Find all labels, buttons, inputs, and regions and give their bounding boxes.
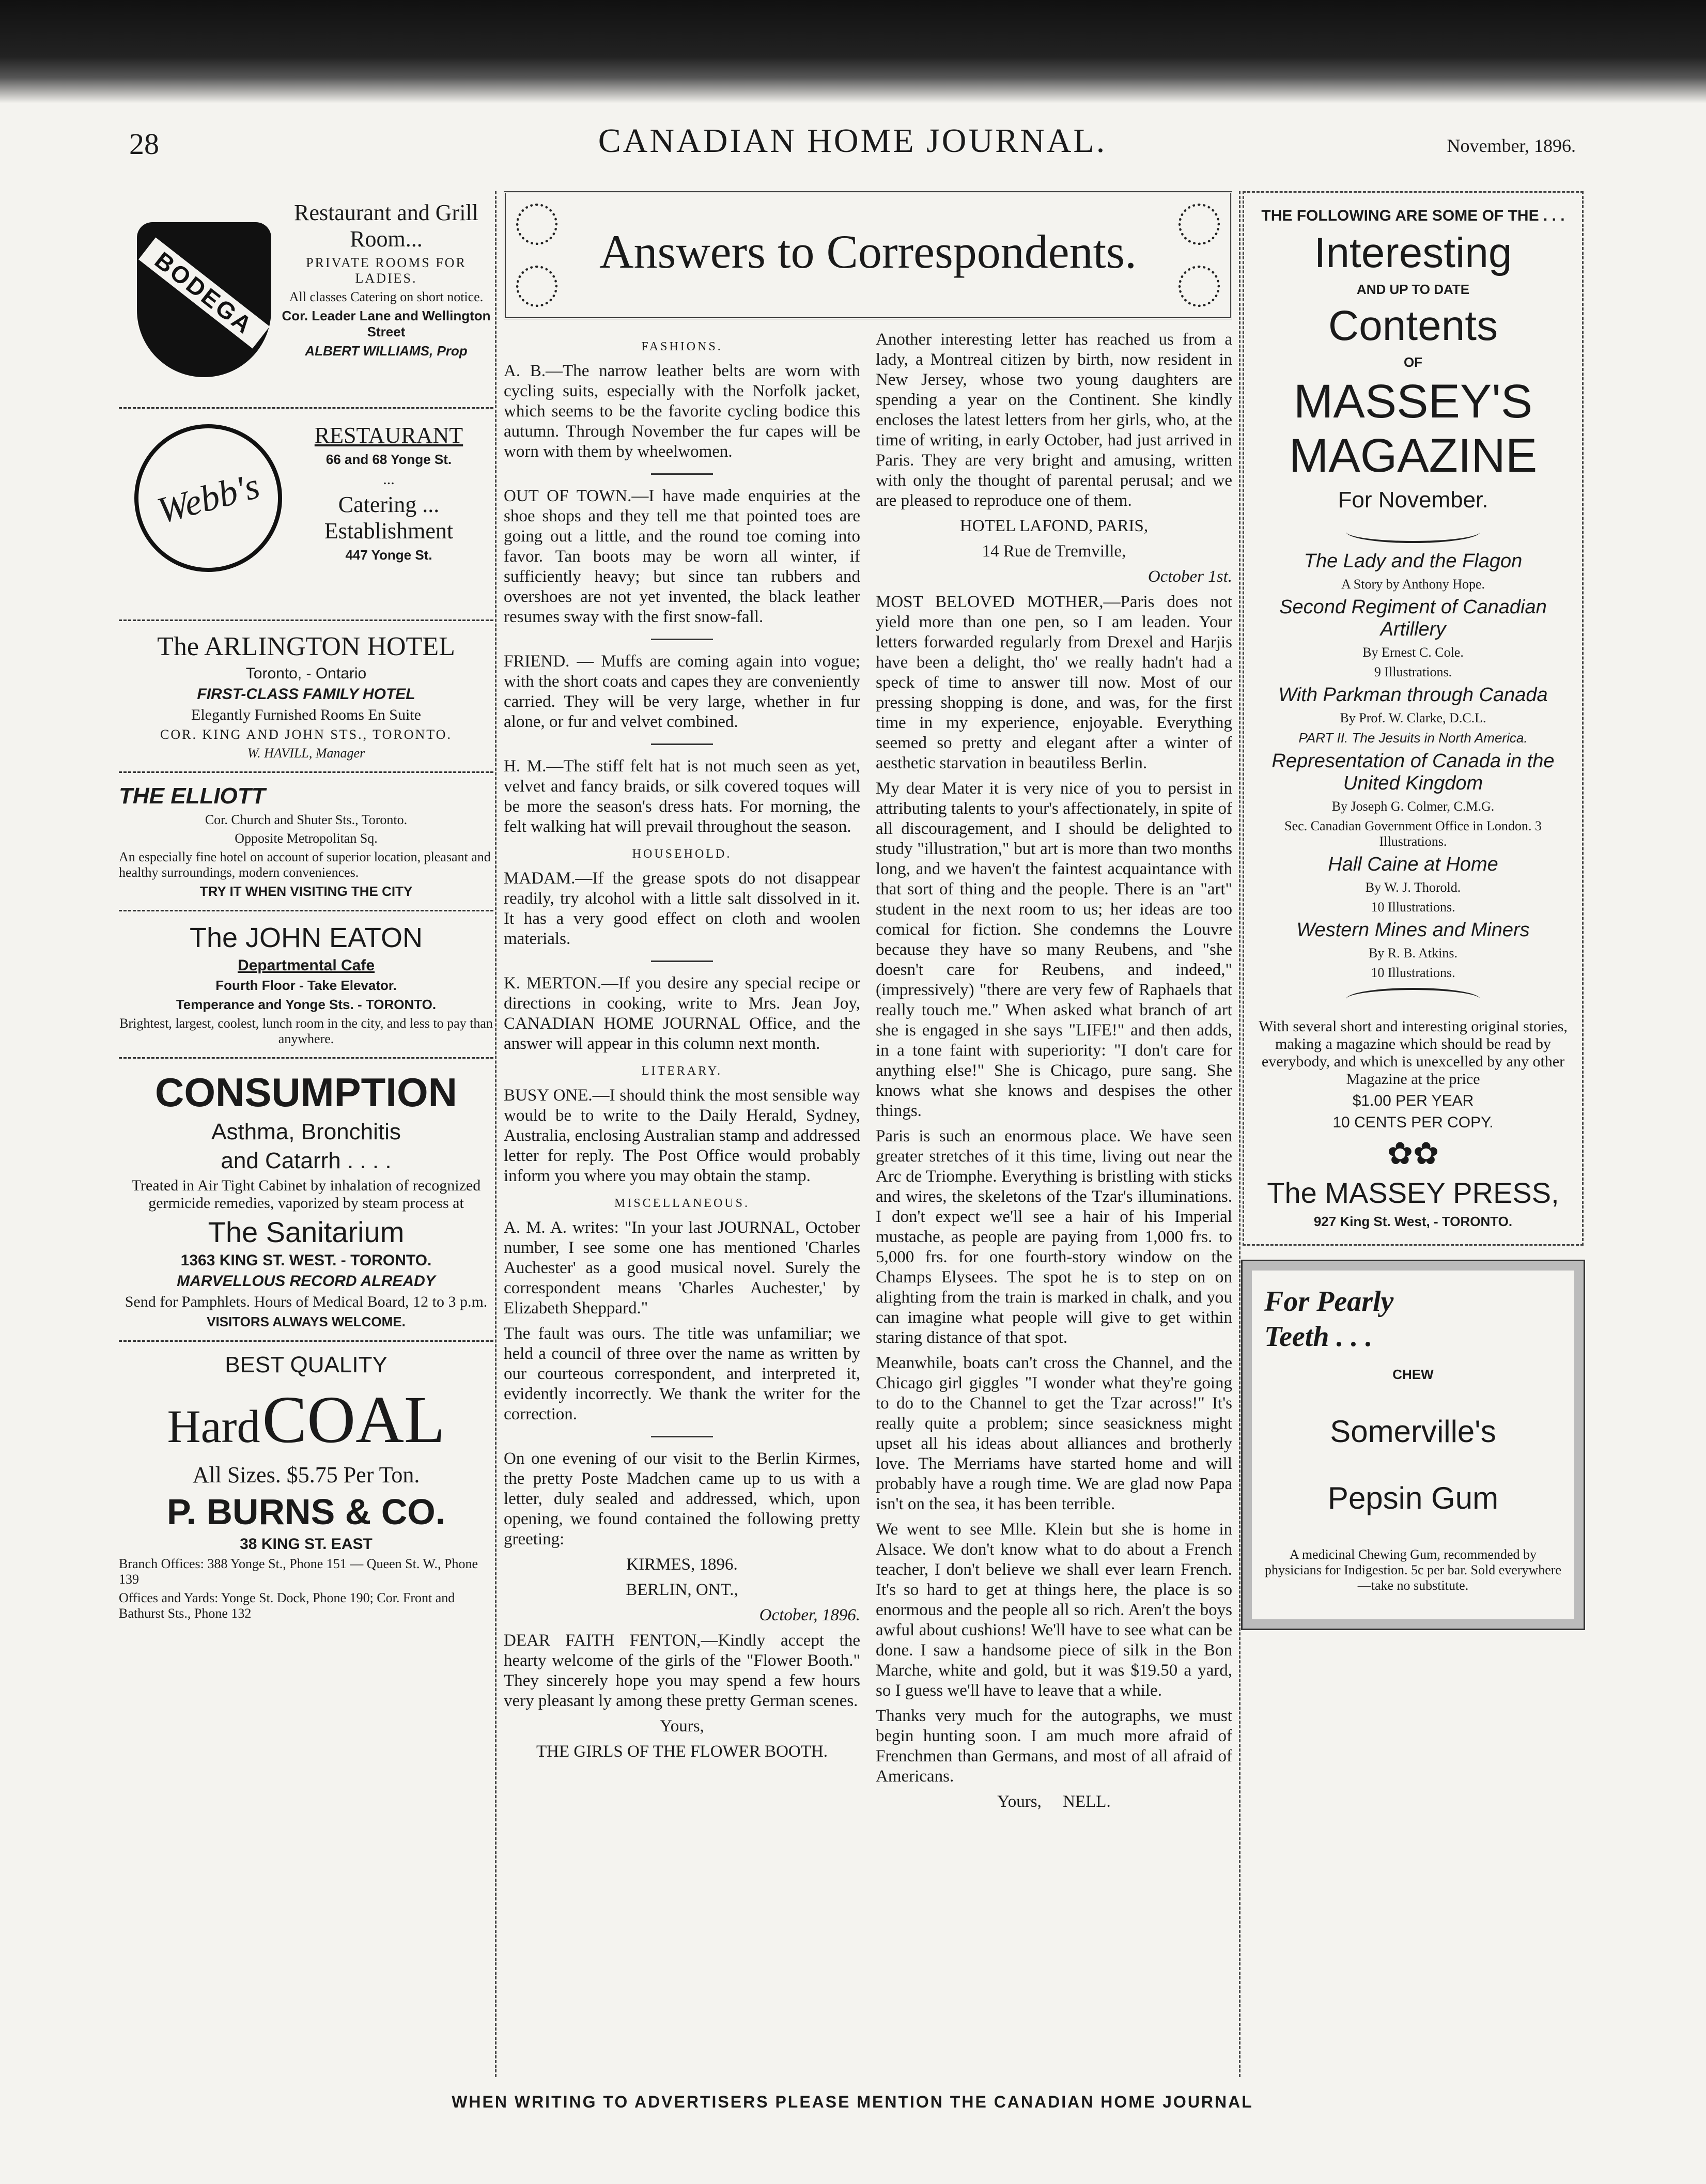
arlington-line4: W. HAVILL, Manager: [247, 746, 365, 761]
page-footer: WHEN WRITING TO ADVERTISERS PLEASE MENTION THE CANADIAN HOME JOURNAL: [452, 2093, 1253, 2111]
arlington-ad: [119, 621, 493, 773]
elliott-line1: Cor. Church and Shuter Sts., Toronto.: [205, 812, 408, 827]
pearly-product1: Somerville's: [1330, 1414, 1496, 1449]
elliott-line4: TRY IT WHEN VISITING THE CITY: [199, 884, 413, 899]
eaton-line3: Brightest, largest, coolest, lunch room in the city, and less to pay than anywhere.: [119, 1016, 493, 1046]
sanitarium-title: The Sanitarium: [208, 1216, 405, 1248]
literary-heading: LITERARY.: [641, 1064, 723, 1078]
consumption-title: CONSUMPTION: [155, 1070, 457, 1115]
pearly-product2: Pepsin Gum: [1327, 1481, 1499, 1515]
massey-item-author: By R. B. Atkins.: [1369, 946, 1457, 961]
column-divider: [1239, 191, 1240, 2077]
bodega-badge: BODEGA: [138, 238, 270, 349]
consumption-ad: [119, 1059, 493, 1342]
webbs-ad: [119, 409, 493, 621]
page-number: 28: [129, 127, 159, 161]
answers-title: Answers to Correspondents.: [599, 225, 1137, 278]
answer-paragraph: FRIEND. — Muffs are coming again into vogue; with the short coats and capes they are conveniently carried. They will be very large, whether in fur alone, or fur and velvet combined.: [504, 652, 860, 731]
eaton-line1: Fourth Floor - Take Elevator.: [215, 978, 397, 993]
bodega-line2: All classes Catering on short notice.: [289, 289, 484, 304]
arlington-city: Toronto, - Ontario: [245, 665, 367, 682]
eaton-subtitle: Departmental Cafe: [237, 957, 375, 974]
answer-paragraph: On one evening of our visit to the Berlin Kirmes, the pretty Poste Madchen came up to us with a letter, duly sealed and addressed, which, upon opening, we found contained the following pretty greeting:: [504, 1449, 860, 1548]
answer-paragraph: K. MERTON.—If you desire any special recipe or directions in cooking, write to Mrs. Jean Joy, CANADIAN HOME JOURNAL Office, and the answer will appear in this column next month.: [504, 974, 860, 1053]
massey-item-title: With Parkman through Canada: [1278, 684, 1548, 706]
eaton-ad: [119, 911, 493, 1059]
answers-left-text: [504, 330, 860, 1817]
bodega-shield-icon: [137, 222, 271, 377]
webbs-logo-text: Webb's: [152, 464, 264, 532]
massey-interesting: Interesting: [1314, 229, 1512, 276]
massey-item-title: The Lady and the Flagon: [1304, 550, 1523, 572]
pearly-line2: Teeth . . .: [1264, 1321, 1373, 1353]
massey-address: 927 King St. West, - TORONTO.: [1313, 1214, 1513, 1229]
answer-paragraph: BUSY ONE.—I should think the most sensible way would be to write to the Daily Herald, Sydney, Australia, enclosing Australian stamp and addressed letter for reply. The Post Office would probably inform you where you may obtain the stamp.: [504, 1086, 860, 1185]
massey-item-author: By Ernest C. Cole.: [1362, 645, 1464, 660]
massey-item-note: 10 Illustrations.: [1371, 900, 1455, 915]
answer-paragraph: H. M.—The stiff felt hat is not much seen as yet, velvet and fancy braids, or silk covered toques will be more the season's dress hats. For morning, the felt walking hat will prevail throughout the season.: [504, 757, 860, 836]
elliott-title: THE ELLIOTT: [119, 783, 266, 809]
answer-paragraph: MADAM.—If the grease spots do not disappear readily, try alcohol with a little salt dissolved in it. It has a very good effect on cloth and woolen materials.: [504, 869, 860, 948]
coal-hard: Hard: [167, 1401, 260, 1452]
nell-signature: NELL.: [1063, 1792, 1111, 1811]
answers-right-text: [876, 330, 1232, 1817]
clover-ornament-icon: ✿✿: [1387, 1137, 1439, 1171]
massey-month: For November.: [1338, 487, 1488, 513]
consumption-line3: Treated in Air Tight Cabinet by inhalation of recognized germicide remedies, vaporized by steam process at: [131, 1177, 481, 1212]
consumption-line2: and Catarrh . . . .: [221, 1148, 392, 1173]
massey-item-author: By W. J. Thorold.: [1365, 880, 1461, 895]
pearly-chew: CHEW: [1392, 1367, 1434, 1382]
massey-ad: [1243, 191, 1584, 1246]
massey-item-title: Second Regiment of Canadian Artillery: [1279, 596, 1547, 640]
letter-paragraph: We went to see Mlle. Klein but she is home in Alsace. We don't know what to do about a French teacher, I don't believe we shall ever learn French. It's so hard to get at things here, the place is so enormous and the people all so rich. Aren't the boys awful about cushions! We'll have to see what can be done. I saw a handsome piece of silk in the Bon Marche, white and gold, but it was $19.50 a yard, so I guess we'll have to leave that a while.: [876, 1520, 1232, 1700]
massey-price2: 10 CENTS PER COPY.: [1332, 1114, 1494, 1131]
bodega-line4: ALBERT WILLIAMS, Prop: [305, 343, 468, 359]
arlington-title: The ARLINGTON HOTEL: [157, 632, 455, 661]
sanitarium-address: 1363 KING ST. WEST. - TORONTO.: [180, 1252, 432, 1269]
elliott-line2: Opposite Metropolitan Sq.: [235, 831, 378, 846]
letter-paragraph: Another interesting letter has reached us from a lady, a Montreal citizen by birth, now resident in New Jersey, whose two young daughters are spending a year on the Continent. She kindly encloses the latest letters from her girls, who, at the time of writing, in early October, had just arrived in Paris. They are very bright and amusing, written with only the thought of parental perusal; and we are pleased to reproduce one of them.: [876, 330, 1232, 510]
sanitarium-visitors: VISITORS ALWAYS WELCOME.: [207, 1314, 406, 1329]
webbs-dots: ...: [383, 471, 395, 488]
massey-item: [1255, 596, 1571, 680]
webbs-catering: Catering ... Establishment: [324, 492, 454, 544]
sanitarium-record: MARVELLOUS RECORD ALREADY: [177, 1273, 436, 1290]
answers-column: [499, 191, 1237, 2077]
bodega-title: Restaurant and Grill Room...: [294, 200, 478, 252]
webbs-logo: [134, 424, 282, 572]
massey-item: [1255, 854, 1571, 915]
column-divider: [495, 191, 497, 2077]
pearly-desc: A medicinal Chewing Gum, recommended by physicians for Indigestion. 5c per bar. Sold everywhere—take no substitute.: [1264, 1547, 1561, 1593]
coal-ad: [119, 1342, 493, 1632]
sanitarium-hours: Send for Pamphlets. Hours of Medical Board, 12 to 3 p.m.: [125, 1293, 488, 1310]
massey-item-title: Representation of Canada in the United Kingdom: [1271, 750, 1555, 794]
eaton-line2: Temperance and Yonge Sts. - TORONTO.: [176, 997, 437, 1012]
massey-item-note: Sec. Canadian Government Office in London. 3 Illustrations.: [1284, 818, 1542, 849]
coal-price: All Sizes. $5.75 Per Ton.: [192, 1462, 420, 1488]
massey-item: [1255, 684, 1571, 746]
bodega-line1: PRIVATE ROOMS FOR LADIES.: [306, 255, 467, 286]
elliott-line3: An especially fine hotel on account of superior location, pleasant and healthy surroundings, modern conveniences.: [119, 849, 491, 880]
arlington-line1: FIRST-CLASS FAMILY HOTEL: [197, 686, 415, 703]
massey-item-author: By Prof. W. Clarke, D.C.L.: [1340, 710, 1486, 725]
letter-paragraph: Meanwhile, boats can't cross the Channel, and the Chicago girl giggles "I wonder what they're going to do to the Channel to get the Tzar across!" It's really quite a problem; since seasickness might upset all his ideas about alliances and brotherly love. The Merriams have started home and will probably have a rough time. We are glad now Papa isn't on the sea, it has been terrible.: [876, 1354, 1232, 1513]
letter-paragraph: My dear Mater it is very nice of you to persist in attributing talents to your's affectionately, in spite of all discouragement, and I should be delighted to study "illustration," but art is more than two months long, and we haven't the faintest acquaintance with that sort of thing and the people. There is an "art" student in the next room to us; her ideas are too comical for fiction. She condemns the Louvre because they have so many Reubens, and "she doesn't care for Reubens, and indeed," (impressively) "there are very few of Raphaels that really touch me." When asked what branch of art she is engaged in she says "LIFE!" and then adds, in a tone faint with superiority: "I don't care for anything else!" She is Chicago, pure sang. She knows what she knows and despises the other things.: [876, 779, 1232, 1120]
flourish-icon: [1346, 520, 1480, 543]
left-ads-column: [119, 191, 493, 2072]
massey-item-note: 10 Illustrations.: [1371, 965, 1455, 980]
rue-line: 14 Rue de Tremville,: [982, 542, 1126, 561]
webbs-address2: 447 Yonge St.: [345, 547, 432, 563]
arlington-line3: COR. KING AND JOHN STS., TORONTO.: [160, 727, 452, 742]
pepsin-gum-ad: [1243, 1261, 1584, 1629]
arlington-line2: Elegantly Furnished Rooms En Suite: [191, 706, 421, 723]
right-column: [1243, 191, 1584, 2077]
girls-signature: THE GIRLS OF THE FLOWER BOOTH.: [536, 1742, 828, 1761]
october-first-line: October 1st.: [1147, 567, 1232, 586]
massey-item: [1255, 919, 1571, 981]
yours-line: Yours,: [660, 1717, 704, 1736]
massey-press: The MASSEY PRESS,: [1267, 1176, 1559, 1209]
letter-paragraph: Thanks very much for the autographs, we must begin hunting soon. I am much more afraid of Frenchmen than Germans, and most of all afraid of Americans.: [876, 1707, 1232, 1786]
coal-yards: Offices and Yards: Yonge St. Dock, Phone 190; Cor. Front and Bathurst Sts., Phone 132: [119, 1590, 455, 1621]
consumption-line1: Asthma, Bronchitis: [211, 1119, 401, 1144]
answer-paragraph: DEAR FAITH FENTON,—Kindly accept the hearty welcome of the girls of the "Flower Booth." They sincerely hope you may spend a few hours very pleasant ly among these pretty German scenes.: [504, 1631, 860, 1710]
coal-branch: Branch Offices: 388 Yonge St., Phone 151 — Queen St. W., Phone 139: [119, 1556, 478, 1587]
massey-item-note: 9 Illustrations.: [1374, 664, 1452, 679]
letter-closing: [876, 1792, 1232, 1812]
massey-title-2: MAGAZINE: [1289, 429, 1538, 482]
coal-company: P. BURNS & CO.: [166, 1492, 446, 1532]
page-header: [129, 121, 1576, 168]
massey-item-note: PART II. The Jesuits in North America.: [1298, 730, 1528, 746]
answer-paragraph: A. M. A. writes: "In your last JOURNAL, October number, I see some one has mentioned 'Charles Auchester' as a good musical novel. Surely the correspondent means 'Charles Auchester,' by Elizabeth Sheppard.": [504, 1218, 860, 1318]
issue-date: November, 1896.: [1447, 135, 1576, 156]
answer-paragraph: A. B.—The narrow leather belts are worn with cycling suits, especially with the Norfolk jacket, which seems to be the favorite cycling bodice this autumn. Through November the fur capes will be worn with them by wheelwomen.: [504, 362, 860, 461]
massey-intro: THE FOLLOWING ARE SOME OF THE . . .: [1261, 207, 1565, 224]
hotel-line: HOTEL LAFOND, PARIS,: [959, 517, 1149, 535]
massey-blurb: With several short and interesting original stories, making a magazine which should be read by everybody, and which is unexcelled by any other Magazine at the price: [1259, 1018, 1568, 1088]
massey-title-1: MASSEY'S: [1293, 375, 1533, 428]
household-heading: HOUSEHOLD.: [632, 847, 732, 861]
yours-text: Yours,: [997, 1792, 1042, 1811]
fashions-heading: FASHIONS.: [641, 340, 723, 353]
misc-heading: MISCELLANEOUS.: [614, 1197, 750, 1210]
massey-price1: $1.00 PER YEAR: [1352, 1092, 1474, 1109]
massey-item-author: A Story by Anthony Hope.: [1341, 577, 1485, 592]
bodega-line3: Cor. Leader Lane and Wellington Street: [282, 308, 491, 339]
webbs-address1: 66 and 68 Yonge St.: [325, 452, 452, 467]
massey-item-title: Western Mines and Miners: [1296, 919, 1530, 941]
journal-title: CANADIAN HOME JOURNAL.: [598, 122, 1107, 160]
answers-header-frame: [504, 191, 1232, 319]
pearly-line1: For Pearly: [1264, 1285, 1394, 1318]
answer-paragraph: OUT OF TOWN.—I have made enquiries at the shoe shops and they tell me that pointed toes are going out a little, and the round toe coming into favor. Tan boots may be worn all winter, if sufficiently heavy; but since tan rubbers and overshoes are not yet invented, the black leather resumes sway with the first snow-fall.: [504, 487, 860, 626]
elliott-ad: [119, 773, 493, 911]
flourish-icon: [1346, 988, 1480, 1011]
coal-line1: BEST QUALITY: [225, 1352, 387, 1377]
coal-word: COAL: [262, 1383, 445, 1457]
massey-upto: AND UP TO DATE: [1356, 282, 1470, 297]
bodega-ad: [119, 191, 493, 409]
massey-contents: Contents: [1328, 302, 1498, 349]
massey-item-title: Hall Caine at Home: [1328, 854, 1498, 875]
kirmes-line: KIRMES, 1896.: [626, 1555, 738, 1574]
berlin-line: BERLIN, ONT.,: [626, 1581, 738, 1599]
letter-paragraph: MOST BELOVED MOTHER,—Paris does not yield more than one pen, so I am leaden. Your letters forwarded regularly from Drexel and Harjis have been a delight, tho' we really hadn't had a speck of time to answer till now. Most of our pressing shopping is done, and was, for the first time in my experience, enjoyable. Everything seemed so pretty and elegant after a winter of aesthetic starvation in beautiless Berlin.: [876, 593, 1232, 772]
answer-paragraph: The fault was ours. The title was unfamiliar; we held a council of three over the name as written by our courteous correspondent, and interpreted it, evidently incorrectly. We thank the writer for the correction.: [504, 1324, 860, 1423]
october-line: October, 1896.: [759, 1606, 860, 1624]
massey-item: [1255, 550, 1571, 592]
massey-item: [1255, 750, 1571, 849]
scan-top-band: [0, 0, 1706, 103]
massey-of: OF: [1403, 354, 1423, 370]
massey-item-author: By Joseph G. Colmer, C.M.G.: [1331, 799, 1495, 814]
webbs-title: RESTAURANT: [314, 423, 463, 448]
eaton-title: The JOHN EATON: [189, 922, 423, 953]
letter-paragraph: Paris is such an enormous place. We have seen greater stretches of it this time, living out near the Arc de Triomphe. Everything is bristling with sticks and wires, the skeletons of the Tzar's illuminations. I don't expect we'll see a hair of his Imperial mustache, as people are paying from 1,000 frs. to 5,000 frs. for one fourth-story window on the Champs Elysees. The spot he is to step on on alighting from the train is marked in chalk, and you can imagine what people will give to get within staring distance of that spot.: [876, 1127, 1232, 1347]
coal-address: 38 KING ST. EAST: [240, 1536, 373, 1553]
